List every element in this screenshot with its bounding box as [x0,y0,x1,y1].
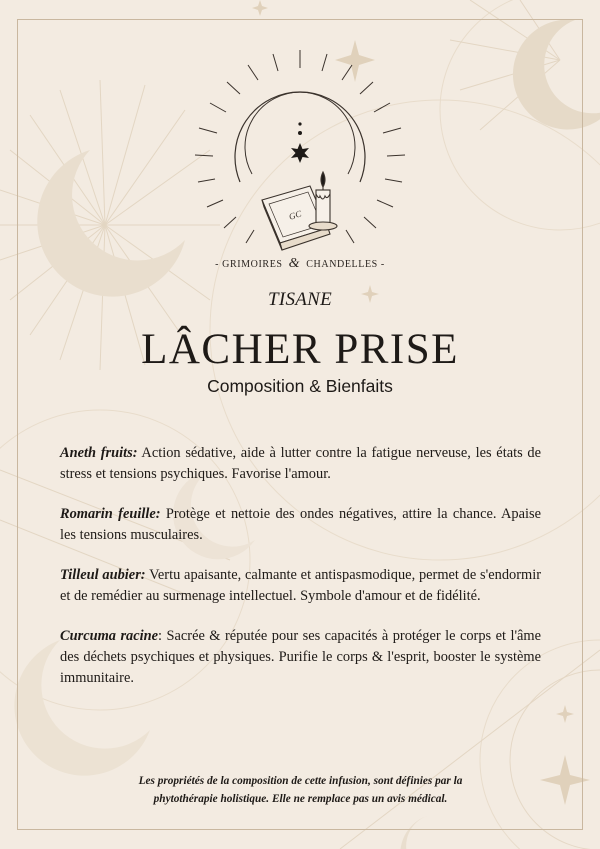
ingredient-description: Action sédative, aide à lutter contre la fatigue nerveuse, les états de stress et tensions psychiques. Favorise l'amour. [60,445,541,482]
page-subtitle: Composition & Bienfaits [207,376,393,396]
ingredient-description: Protège et nettoie des ondes négatives, attire la chance. Apaise les tensions musculaires. [60,506,541,543]
disclaimer-line-2: phytothérapie holistique. Elle ne remplace pas un avis médical. [153,793,448,805]
ingredient-name: Aneth fruits: [60,445,138,461]
brand-ampersand: & [288,256,301,271]
ingredient-name: Tilleul aubier: [60,567,146,583]
star-icon [291,143,309,163]
book-monogram: GC [287,208,303,222]
ingredient-name: Curcuma racine [60,628,159,644]
ingredient-romarin [60,504,541,546]
ingredient-name: Romarin feuille: [60,506,161,522]
medical-disclaimer [60,772,541,808]
ingredient-tilleul [60,565,541,607]
star-decoration [252,0,268,16]
ingredient-list [60,443,541,708]
ingredient-aneth [60,443,541,485]
ingredient-description: : Sacrée & réputée pour ses capacités à protéger le corps et l'âme des déchets psychiques et physiques. Purifie le corps & l'esprit, booster le système immunitaire. [60,628,542,686]
brand-name [0,256,600,272]
logo-crescent [235,92,365,182]
page-title: LÂCHER PRISE [141,326,459,373]
brand-name-left: - GRIMOIRES [215,259,283,270]
grimoires-chandelles-logo [170,40,430,255]
brand-name-right: CHANDELLES - [306,259,385,270]
product-type: TISANE [267,289,333,310]
disclaimer-line-1: Les propriétés de la composition de cette infusion, sont définies par la [138,775,463,787]
ingredient-curcuma [60,626,541,689]
ingredient-description: Vertu apaisante, calmante et antispasmodique, permet de s'endormir et de remédier au surmenage intellectuel. Symbole d'amour et de fidélité. [60,567,541,604]
